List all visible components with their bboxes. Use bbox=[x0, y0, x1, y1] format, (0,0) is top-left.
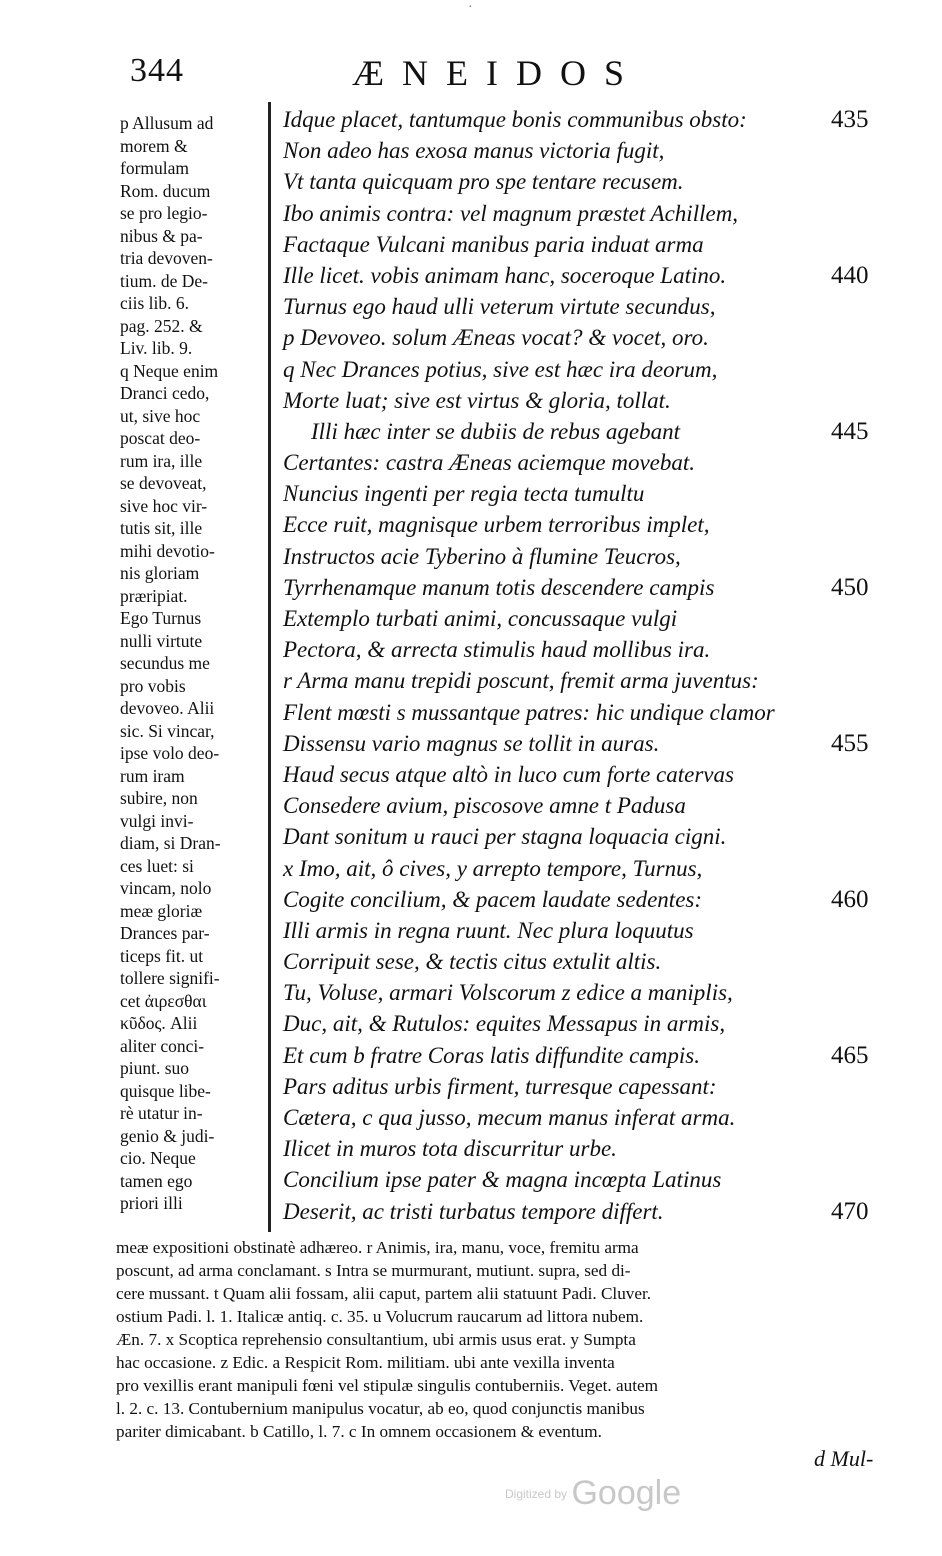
verse-line bbox=[283, 634, 883, 665]
side-note-line: tria devoven- bbox=[120, 248, 213, 268]
verse-text: Ilicet in muros tota discurritur urbe. bbox=[283, 1136, 617, 1162]
side-note-line: tium. de De- bbox=[120, 270, 208, 291]
verse-text: Corripuit sese, & tectis citus extulit altis. bbox=[283, 949, 662, 975]
verse-line bbox=[283, 853, 883, 884]
verse-line bbox=[283, 665, 883, 696]
verse-text: q Nec Drances potius, sive est hæc ira deorum, bbox=[283, 356, 718, 382]
verse-text: Dissensu vario magnus se tollit in auras. bbox=[283, 730, 660, 756]
column-rule bbox=[268, 102, 271, 1232]
side-note-line: se devoveat, bbox=[120, 473, 207, 493]
line-number: 455 bbox=[831, 729, 869, 757]
side-note-line: cet ἀιρεσθαι bbox=[120, 990, 207, 1011]
verse-line bbox=[283, 354, 883, 385]
verse-text: Morte luat; sive est virtus & gloria, tollat. bbox=[283, 387, 671, 413]
side-note-line: secundus me bbox=[120, 653, 210, 673]
verse-text: Turnus ego haud ulli veterum virtute secundus, bbox=[283, 294, 716, 320]
watermark-brand: Google bbox=[571, 1474, 682, 1512]
page-mark-icon: · bbox=[468, 0, 473, 15]
verse-text: Duc, ait, & Rutulos: equites Messapus in armis, bbox=[283, 1011, 726, 1037]
side-note-line: cio. Neque bbox=[120, 1148, 196, 1168]
verse-line bbox=[283, 1102, 883, 1133]
side-note-line: Rom. ducum bbox=[120, 180, 211, 201]
side-note-line: nis gloriam bbox=[120, 563, 200, 583]
side-note-line: ticeps fit. ut bbox=[120, 945, 204, 966]
digitized-watermark bbox=[505, 1474, 681, 1513]
verse-text: Tyrrhenamque manum totis descendere campis bbox=[283, 574, 715, 600]
verse-text: Cætera, c qua jusso, mecum manus inferat arma. bbox=[283, 1105, 736, 1130]
side-note-line: rum iram bbox=[120, 765, 185, 786]
verse-text: Cogite concilium, & pacem laudate sedentes: bbox=[283, 886, 703, 912]
side-note-line: morem & bbox=[120, 135, 188, 156]
side-note-line: vincam, nolo bbox=[120, 878, 212, 898]
verse-line bbox=[283, 104, 883, 135]
verse-text: Flent mœsti s mussantque patres: hic undique clamor bbox=[283, 699, 775, 725]
side-note-line: Dranci cedo, bbox=[120, 383, 210, 403]
verse-line bbox=[283, 572, 883, 603]
verse-line bbox=[283, 1071, 883, 1102]
verse-text: Consedere avium, piscosove amne t Padusa bbox=[283, 793, 686, 819]
side-note-line: piunt. suo bbox=[120, 1058, 190, 1078]
verse-line bbox=[283, 728, 883, 759]
footnote-line: ostium Padi. l. 1. Italicæ antiq. c. 35. u Volucrum raucarum ad littora nubem. bbox=[116, 1307, 644, 1326]
line-number: 450 bbox=[831, 573, 869, 601]
verse-text: Tu, Voluse, armari Volscorum z edice a maniplis, bbox=[283, 980, 733, 1006]
side-note-line: devoveo. Alii bbox=[120, 698, 215, 718]
side-note-line: genio & judi- bbox=[120, 1125, 215, 1146]
side-note-line: subire, non bbox=[120, 788, 198, 808]
footnote-line: poscunt, ad arma conclamant. s Intra se murmurant, mutiunt. supra, sed di- bbox=[116, 1261, 631, 1280]
verse-line bbox=[283, 884, 883, 915]
verse-text: Illi hæc inter se dubiis de rebus agebant bbox=[311, 418, 681, 444]
verse-text: Instructos acie Tyberino à flumine Teucros, bbox=[283, 543, 681, 569]
verse-text: Non adeo has exosa manus victoria fugit, bbox=[283, 138, 665, 164]
verse-line bbox=[283, 946, 883, 977]
running-head: ÆNEIDOS bbox=[352, 53, 643, 93]
verse-line bbox=[283, 821, 883, 852]
verse-line bbox=[283, 322, 883, 353]
line-number: 470 bbox=[831, 1197, 869, 1225]
side-note-line: ces luet: si bbox=[120, 855, 194, 876]
verse-text: Extemplo turbati animi, concussaque vulgi bbox=[283, 606, 678, 631]
verse-column bbox=[283, 104, 883, 1227]
verse-line bbox=[283, 416, 883, 447]
verse-line bbox=[283, 478, 883, 509]
side-note-line: poscat deo- bbox=[120, 428, 201, 448]
side-notes-column bbox=[120, 112, 270, 1215]
catchword: d Mul- bbox=[814, 1446, 874, 1471]
side-note-line: nulli virtute bbox=[120, 630, 203, 651]
side-note-line: tollere signifi- bbox=[120, 968, 220, 988]
verse-text: Vt tanta quicquam pro spe tentare recusem. bbox=[283, 169, 684, 195]
side-note-line: rum ira, ille bbox=[120, 450, 203, 471]
verse-text: Et cum b fratre Coras latis diffundite campis. bbox=[283, 1042, 700, 1068]
side-note-line: quisque libe- bbox=[120, 1080, 211, 1101]
verse-line bbox=[283, 291, 883, 322]
verse-line bbox=[283, 229, 883, 260]
verse-text: Factaque Vulcani manibus paria induat arma bbox=[283, 231, 704, 257]
verse-line bbox=[283, 198, 883, 229]
verse-line bbox=[283, 915, 883, 946]
side-note-line: κῦδος. Alii bbox=[120, 1013, 198, 1033]
verse-text: Ille licet. vobis animam hanc, soceroque Latino. bbox=[283, 262, 727, 288]
side-note-line: nibus & pa- bbox=[120, 225, 203, 246]
verse-text: Certantes: castra Æneas aciemque movebat. bbox=[283, 450, 696, 476]
side-note-line: meæ gloriæ bbox=[120, 900, 203, 921]
side-note-line: diam, si Dran- bbox=[120, 833, 221, 853]
line-number: 465 bbox=[831, 1041, 869, 1069]
side-note-line: ut, sive hoc bbox=[120, 405, 201, 426]
side-note-line: sic. Si vincar, bbox=[120, 720, 215, 741]
side-note-line: q Neque enim bbox=[120, 360, 219, 381]
side-note-line: p Allusum ad bbox=[120, 113, 214, 133]
verse-line bbox=[283, 541, 883, 572]
line-number: 435 bbox=[831, 106, 869, 133]
footnote-line: pariter dimicabant. b Catillo, l. 7. c In omnem occasionem & eventum. bbox=[116, 1422, 602, 1441]
side-note-line: præripiat. bbox=[120, 585, 188, 606]
verse-text: Idque placet, tantumque bonis communibus obsto: bbox=[283, 107, 747, 132]
line-number: 440 bbox=[831, 261, 869, 289]
verse-line bbox=[283, 697, 883, 728]
verse-text: Haud secus atque altò in luco cum forte catervas bbox=[283, 761, 734, 787]
verse-line bbox=[283, 1040, 883, 1071]
verse-line bbox=[283, 447, 883, 478]
verse-text: Illi armis in regna ruunt. Nec plura loquutus bbox=[283, 917, 694, 943]
verse-line bbox=[283, 1196, 883, 1227]
watermark-prefix: Digitized by bbox=[505, 1487, 568, 1501]
side-note-line: formulam bbox=[120, 158, 190, 178]
verse-text: Dant sonitum u rauci per stagna loquacia cigni. bbox=[283, 824, 727, 850]
side-note-line: sive hoc vir- bbox=[120, 495, 208, 516]
side-note-line: pro vobis bbox=[120, 675, 186, 696]
verse-text: r Arma manu trepidi poscunt, fremit arma juventus: bbox=[283, 668, 759, 694]
verse-text: Pars aditus urbis firment, turresque capessant: bbox=[283, 1073, 717, 1099]
verse-text: Pectora, & arrecta stimulis haud mollibus ira. bbox=[283, 637, 711, 663]
verse-line bbox=[283, 977, 883, 1008]
verse-line bbox=[283, 790, 883, 821]
side-note-line: mihi devotio- bbox=[120, 540, 215, 561]
verse-line bbox=[283, 260, 883, 291]
footnote-line: pro vexillis erant manipuli fœni vel stipulæ singulis contuberniis. Veget. autem bbox=[116, 1376, 658, 1395]
line-number: 445 bbox=[831, 417, 869, 445]
side-note-line: Ego Turnus bbox=[120, 608, 202, 628]
side-note-line: priori illi bbox=[120, 1193, 183, 1213]
side-note-line: vulgi invi- bbox=[120, 810, 194, 831]
verse-text: Concilium ipse pater & magna incœpta Latinus bbox=[283, 1167, 722, 1193]
footnote-line: meæ expositioni obstinatè adhæreo. r Animis, ira, manu, voce, fremitu arma bbox=[116, 1238, 639, 1257]
side-note-line: tamen ego bbox=[120, 1170, 193, 1191]
verse-text: Ecce ruit, magnisque urbem terroribus implet, bbox=[283, 512, 710, 538]
verse-line bbox=[283, 166, 883, 197]
side-note-line: Liv. lib. 9. bbox=[120, 338, 193, 358]
side-note-line: rè utatur in- bbox=[120, 1103, 203, 1123]
verse-text: x Imo, ait, ô cives, y arrepto tempore, Turnus, bbox=[283, 855, 703, 881]
verse-line bbox=[283, 1164, 883, 1195]
verse-line bbox=[283, 385, 883, 416]
verse-line bbox=[283, 1133, 883, 1164]
verse-text: Ibo animis contra: vel magnum præstet Achillem, bbox=[283, 200, 739, 226]
footnote-line: hac occasione. z Edic. a Respicit Rom. militiam. ubi ante vexilla inventa bbox=[116, 1353, 615, 1372]
side-note-line: Drances par- bbox=[120, 923, 210, 943]
verse-line bbox=[283, 1008, 883, 1039]
verse-text: Deserit, ac tristi turbatus tempore differt. bbox=[283, 1198, 664, 1224]
footnote-line: Æn. 7. x Scoptica reprehensio consultantium, ubi armis usus erat. y Sumpta bbox=[116, 1330, 636, 1349]
footnote-line: l. 2. c. 13. Contubernium manipulus vocatur, ab eo, quod conjunctis manibus bbox=[116, 1399, 645, 1418]
verse-line bbox=[283, 509, 883, 540]
verse-line bbox=[283, 603, 883, 634]
page-number: 344 bbox=[130, 52, 184, 89]
footnote-line: cere mussant. t Quam alii fossam, alii caput, partem alii statuunt Padi. Cluver. bbox=[116, 1284, 652, 1303]
side-note-line: tutis sit, ille bbox=[120, 518, 203, 538]
side-note-line: ciis lib. 6. bbox=[120, 293, 190, 313]
verse-line bbox=[283, 759, 883, 790]
side-note-line: se pro legio- bbox=[120, 203, 208, 223]
verse-text: p Devoveo. solum Æneas vocat? & vocet, oro. bbox=[283, 325, 709, 351]
side-note-line: ipse volo deo- bbox=[120, 743, 220, 763]
bottom-notes bbox=[116, 1236, 884, 1443]
line-number: 460 bbox=[831, 885, 869, 913]
side-note-line: pag. 252. & bbox=[120, 315, 203, 336]
verse-line bbox=[283, 135, 883, 166]
verse-text: Nuncius ingenti per regia tecta tumultu bbox=[283, 481, 645, 507]
side-note-line: aliter conci- bbox=[120, 1035, 205, 1056]
